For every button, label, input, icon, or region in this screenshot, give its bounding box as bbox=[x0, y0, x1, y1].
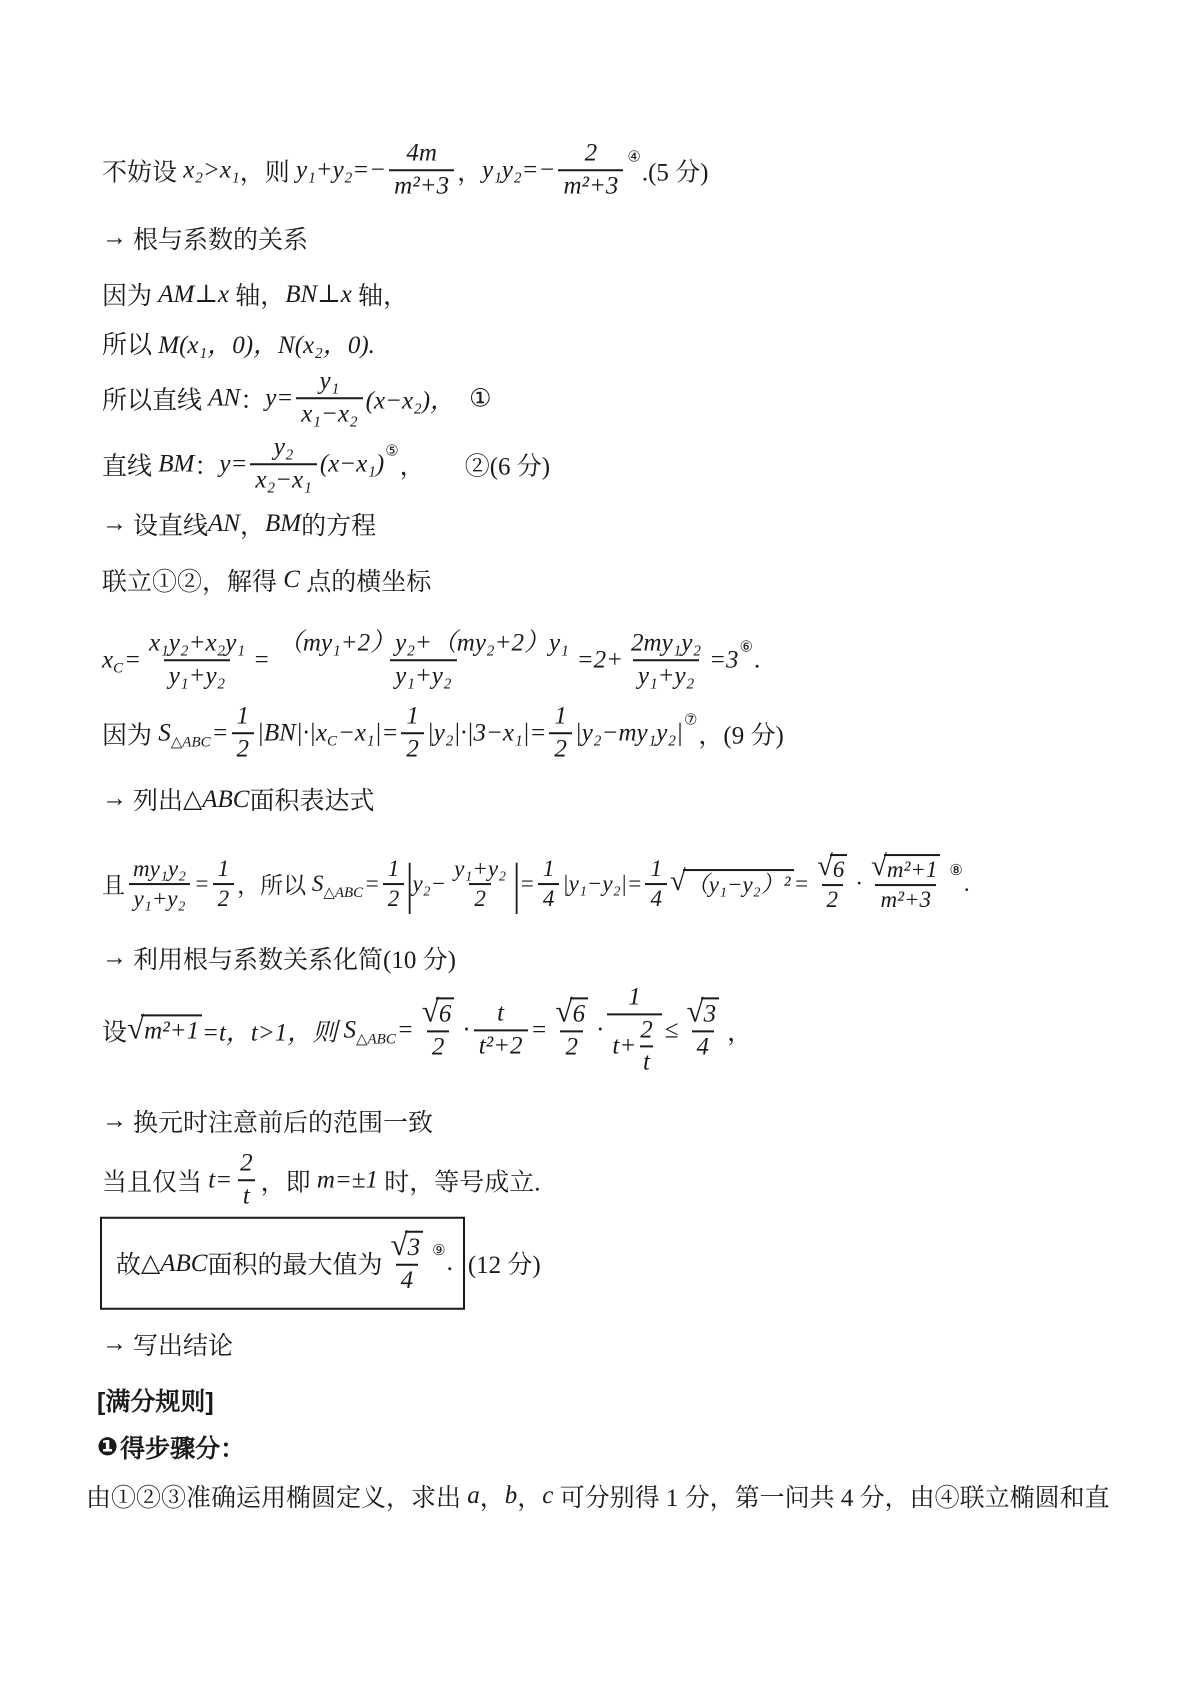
text-run: 联立①②，解得 bbox=[102, 569, 284, 596]
math-run: = bbox=[124, 646, 141, 673]
line-vieta-values bbox=[102, 139, 708, 201]
note-use-vieta bbox=[102, 940, 456, 976]
math-run: =t，t>1，则 bbox=[202, 1019, 344, 1046]
math-run: BM bbox=[158, 450, 195, 477]
arrow-icon: → bbox=[102, 1107, 127, 1134]
math-run: = bbox=[793, 871, 810, 896]
math-run: x bbox=[102, 646, 114, 673]
text-run: 设 bbox=[102, 1019, 128, 1046]
denominator: 2 bbox=[822, 885, 844, 914]
denominator: 4 bbox=[538, 883, 560, 912]
denominator: t bbox=[640, 1045, 653, 1077]
denominator: 2 bbox=[560, 1031, 583, 1063]
numerator bbox=[385, 1226, 428, 1264]
math-run: S bbox=[158, 719, 171, 746]
step-marker-8: ⑧ bbox=[949, 863, 963, 880]
numerator: y₂ bbox=[273, 433, 294, 461]
math-run: c bbox=[542, 1482, 554, 1509]
line-simplification bbox=[102, 849, 970, 915]
numerator: 1 bbox=[542, 855, 555, 881]
denominator: y₁+y₂ bbox=[164, 659, 230, 691]
heading-text: [满分规则] bbox=[97, 1388, 214, 1416]
fraction bbox=[235, 1149, 258, 1211]
note-text: 的方程 bbox=[301, 513, 377, 540]
radical-icon: √ bbox=[871, 849, 887, 882]
step-marker-9: ⑨ bbox=[432, 1242, 446, 1259]
math-run: = bbox=[530, 1016, 548, 1043]
text-run: ， bbox=[479, 1485, 505, 1512]
math-run: |y₂−my₁y₂| bbox=[574, 719, 683, 746]
math-run: C bbox=[283, 566, 300, 593]
score-note: (12 分) bbox=[467, 1252, 541, 1279]
denominator: x₁−x₂ bbox=[296, 397, 362, 429]
subscript: △ABC bbox=[170, 734, 211, 751]
heading-text: 得步骤分： bbox=[120, 1435, 246, 1463]
fraction bbox=[626, 629, 706, 691]
fraction bbox=[383, 856, 405, 913]
radical-icon: √ bbox=[686, 993, 704, 1029]
math-run: t= bbox=[208, 1166, 233, 1193]
math-run: m=±1 bbox=[316, 1166, 379, 1193]
line-conclusion bbox=[100, 1217, 541, 1310]
line-solve-c bbox=[102, 562, 431, 598]
square-root bbox=[555, 993, 588, 1030]
numerator: 1 bbox=[554, 702, 567, 730]
bullet-heading-steps bbox=[97, 1429, 245, 1465]
denominator: 2 bbox=[232, 732, 255, 764]
fraction bbox=[474, 999, 528, 1061]
fraction bbox=[213, 856, 235, 913]
math-run: |y₂|·|3−x₁|= bbox=[426, 719, 547, 746]
text-run: ： bbox=[194, 453, 220, 480]
note-area-expression bbox=[102, 781, 374, 817]
radicand: 3 bbox=[701, 998, 720, 1030]
line-perpendicular bbox=[102, 276, 408, 312]
denominator: y₁+y₂ bbox=[390, 659, 456, 691]
text-run: ， bbox=[517, 1485, 543, 1512]
numerator: 1 bbox=[387, 855, 400, 881]
radicand: 6 bbox=[830, 854, 848, 883]
line-equality-condition bbox=[102, 1149, 541, 1211]
text-run: 可分别得 1 分，第一问共 4 分，由④联立椭圆和直 bbox=[553, 1485, 1110, 1512]
note-range bbox=[102, 1103, 433, 1139]
line-equation-bm bbox=[102, 433, 550, 495]
radicand: （y₁−y₂）² bbox=[683, 869, 794, 898]
math-run: = bbox=[194, 871, 210, 896]
note-text: 设直线 bbox=[133, 513, 209, 540]
fraction bbox=[645, 856, 667, 913]
text-run: . bbox=[446, 1249, 453, 1276]
radical-icon: √ bbox=[421, 993, 439, 1029]
denominator: 4 bbox=[396, 1264, 419, 1296]
numerator: 1 bbox=[406, 702, 419, 730]
note-text: 列出 bbox=[133, 788, 184, 815]
square-root bbox=[871, 849, 940, 883]
note-text: 换元时注意前后的范围一致 bbox=[133, 1110, 434, 1137]
text-run: ， bbox=[727, 1019, 753, 1046]
fraction bbox=[812, 849, 852, 914]
radicand: 6 bbox=[570, 998, 589, 1030]
dot-operator: · bbox=[855, 871, 864, 896]
denominator: y₁+y₂ bbox=[633, 659, 699, 691]
text-run: 因为 bbox=[102, 722, 159, 749]
arrow-icon: → bbox=[102, 785, 127, 812]
text-run: 点的横坐标 bbox=[299, 569, 432, 596]
math-run: =3 bbox=[709, 646, 739, 673]
subscript: △ABC bbox=[355, 1031, 396, 1048]
dot-operator: · bbox=[596, 1016, 605, 1043]
denominator: x₂−x₁ bbox=[250, 463, 316, 495]
math-run: y= bbox=[219, 450, 248, 477]
fraction bbox=[558, 139, 623, 201]
numerator bbox=[417, 993, 460, 1031]
square-root bbox=[390, 1226, 423, 1263]
numerator: 2 bbox=[584, 139, 598, 167]
note-conclusion bbox=[102, 1326, 233, 1362]
square-root bbox=[127, 1009, 202, 1046]
subscript: C bbox=[113, 660, 124, 677]
radical-icon: √ bbox=[390, 1226, 408, 1262]
text-run: 所以 bbox=[102, 332, 159, 359]
subscript: C bbox=[326, 733, 337, 750]
math-run: = bbox=[253, 646, 270, 673]
note-text: 利用根与系数关系化简(10 分) bbox=[133, 947, 456, 974]
fraction bbox=[385, 1226, 428, 1296]
step-marker-7: ⑦ bbox=[683, 712, 698, 729]
radicand: m²+1 bbox=[141, 1014, 202, 1046]
paragraph-scoring bbox=[86, 1478, 1110, 1514]
math-run: BN⊥x bbox=[285, 281, 352, 308]
text-run: 当且仅当 bbox=[102, 1169, 209, 1196]
math-run: = bbox=[364, 871, 380, 896]
fraction bbox=[250, 433, 316, 495]
numerator: 2 bbox=[240, 1149, 253, 1177]
numerator: t bbox=[497, 999, 505, 1027]
math-run: S bbox=[311, 871, 324, 896]
denominator: m²+3 bbox=[389, 169, 454, 201]
fraction bbox=[232, 702, 255, 764]
numerator: 2 bbox=[640, 1016, 653, 1044]
fraction bbox=[273, 629, 574, 691]
abs-bar: | bbox=[406, 853, 414, 915]
numerator: x₁y₂+x₂y₁ bbox=[149, 629, 246, 657]
math-run: (x−x₁) bbox=[319, 450, 385, 477]
math-run: b bbox=[504, 1482, 518, 1509]
math-run: y₁y₂=− bbox=[482, 156, 556, 183]
math-run: AN bbox=[208, 384, 241, 411]
fraction bbox=[389, 139, 454, 201]
numerator: 1 bbox=[236, 702, 250, 730]
text-run: ，则 bbox=[239, 159, 296, 186]
arrow-icon: → bbox=[102, 1330, 127, 1357]
fraction bbox=[401, 702, 424, 764]
radical-icon: √ bbox=[817, 849, 833, 882]
text-run: .(5 分) bbox=[641, 159, 709, 186]
text-run: 由①②③准确运用椭圆定义，求出 bbox=[86, 1485, 468, 1512]
radical-icon: √ bbox=[555, 993, 573, 1029]
numerator bbox=[866, 849, 945, 884]
radicand: 6 bbox=[436, 998, 455, 1030]
line-xc-equation bbox=[102, 629, 760, 691]
note-text: 写出结论 bbox=[133, 1333, 234, 1360]
section-heading-rules bbox=[97, 1382, 214, 1418]
denominator: t bbox=[238, 1179, 255, 1211]
math-run: = bbox=[211, 719, 229, 746]
line-area-equation bbox=[102, 702, 784, 764]
numerator: my₁y₂ bbox=[133, 855, 187, 881]
math-run: AM⊥x bbox=[158, 281, 229, 308]
line-equation-an bbox=[102, 367, 491, 429]
note-text: ， bbox=[239, 513, 265, 540]
note-set-lines bbox=[102, 506, 376, 542]
numerator bbox=[681, 993, 724, 1031]
text-run: 轴， bbox=[351, 283, 409, 310]
radical-icon: √ bbox=[669, 865, 686, 898]
subscript: △ABC bbox=[323, 885, 364, 902]
fraction bbox=[549, 702, 572, 764]
numerator: 4m bbox=[406, 139, 437, 167]
arrow-icon: → bbox=[102, 224, 127, 251]
math-run: y₂− bbox=[412, 871, 447, 896]
text-run: ， bbox=[399, 453, 425, 480]
numerator: y₁ bbox=[319, 367, 340, 395]
fraction bbox=[128, 856, 191, 913]
math-run: a bbox=[467, 1482, 480, 1509]
math-run: −x₁|= bbox=[337, 719, 399, 746]
square-root bbox=[686, 993, 719, 1030]
fraction bbox=[607, 983, 661, 1076]
step-marker-4: ④ bbox=[627, 149, 641, 166]
denominator: m²+3 bbox=[875, 885, 936, 914]
fraction bbox=[144, 629, 250, 691]
math-run: S bbox=[343, 1016, 356, 1043]
fraction bbox=[296, 367, 362, 429]
equation-tag-2: ②(6 分) bbox=[464, 453, 551, 480]
numerator: 2my₁y₂ bbox=[631, 629, 702, 657]
denominator: 2 bbox=[213, 883, 235, 912]
text-run: ，(9 分) bbox=[698, 722, 784, 749]
step-marker-6: ⑥ bbox=[739, 639, 753, 656]
fraction bbox=[866, 849, 945, 914]
note-text: 面积表达式 bbox=[249, 788, 375, 815]
radical-icon: √ bbox=[127, 1009, 145, 1045]
math-run: |BN|·|x bbox=[257, 719, 327, 746]
text-run: 面积的最大值为 bbox=[207, 1252, 383, 1279]
equation-tag-1: ① bbox=[469, 385, 492, 412]
arrow-icon: → bbox=[102, 944, 127, 971]
text-run: . bbox=[963, 871, 970, 896]
text-run: ，即 bbox=[260, 1169, 317, 1196]
numerator: （my₁+2）y₂+（my₂+2）y₁ bbox=[277, 629, 569, 657]
math-run: = bbox=[396, 1016, 414, 1043]
fraction bbox=[681, 993, 724, 1063]
denominator: 2 bbox=[549, 732, 572, 764]
denominator: 2 bbox=[401, 732, 424, 764]
math-run: y= bbox=[265, 384, 294, 411]
math-run: = bbox=[519, 871, 535, 896]
denominator: y₁+y₂ bbox=[129, 883, 191, 912]
math-run: t+ bbox=[612, 1032, 637, 1059]
math-run: (x−x₂)， bbox=[365, 387, 456, 414]
text-run: 且 bbox=[102, 873, 125, 899]
text-run: 故 bbox=[116, 1252, 142, 1279]
square-root bbox=[817, 849, 847, 883]
square-root bbox=[669, 865, 794, 898]
text-run: 直线 bbox=[102, 453, 159, 480]
math-run: M(x₁，0)，N(x₂，0). bbox=[158, 332, 375, 359]
math-run: |y₁−y₂|= bbox=[562, 871, 643, 896]
square-root bbox=[421, 993, 455, 1030]
numerator: 1 bbox=[628, 983, 641, 1011]
numerator: 1 bbox=[217, 855, 230, 881]
bullet-1-icon: ❶ bbox=[97, 1433, 119, 1461]
denominator: t²+2 bbox=[474, 1029, 528, 1061]
math-run: x₂>x₁ bbox=[183, 156, 240, 183]
denominator: 4 bbox=[692, 1031, 715, 1063]
note-text: 根与系数的关系 bbox=[133, 227, 309, 254]
math-run: y₁+y₂=− bbox=[295, 156, 387, 183]
math-run: △ABC bbox=[141, 1250, 208, 1277]
text-run: ， bbox=[457, 159, 483, 186]
text-run: ： bbox=[240, 387, 266, 414]
numerator bbox=[550, 993, 593, 1031]
math-run: =2+ bbox=[576, 646, 624, 673]
less-equal: ≤ bbox=[664, 1016, 679, 1043]
numerator: y₁+y₂ bbox=[454, 855, 507, 881]
radicand: m²+1 bbox=[884, 854, 941, 883]
abs-bar: | bbox=[513, 853, 521, 915]
text-run: . bbox=[754, 646, 761, 673]
line-substitution bbox=[102, 983, 752, 1076]
text-run: 所以直线 bbox=[102, 387, 209, 414]
fraction bbox=[449, 856, 511, 913]
math-run: BM bbox=[264, 510, 302, 537]
fraction bbox=[417, 993, 460, 1063]
denominator: 4 bbox=[645, 883, 667, 912]
fraction bbox=[538, 856, 560, 913]
conclusion-box bbox=[100, 1217, 465, 1310]
text-run: 因为 bbox=[102, 283, 159, 310]
note-vieta bbox=[102, 220, 308, 256]
denominator: 2 bbox=[383, 883, 405, 912]
text-run: 轴， bbox=[228, 283, 286, 310]
line-points-mn bbox=[102, 325, 375, 361]
text-run: ，所以 bbox=[237, 873, 312, 899]
radicand: 3 bbox=[405, 1231, 424, 1263]
fraction bbox=[637, 1016, 656, 1077]
numerator: 1 bbox=[650, 855, 662, 881]
step-marker-5: ⑤ bbox=[385, 443, 399, 460]
math-run: △ABC bbox=[183, 786, 250, 813]
text-run: 不妨设 bbox=[102, 159, 184, 186]
denominator: m²+3 bbox=[558, 169, 623, 201]
math-run: AN bbox=[208, 510, 240, 537]
denominator bbox=[607, 1013, 661, 1077]
text-run: 时，等号成立. bbox=[378, 1169, 541, 1196]
numerator bbox=[812, 849, 852, 884]
arrow-icon: → bbox=[102, 510, 127, 537]
denominator: 2 bbox=[427, 1031, 450, 1063]
fraction bbox=[550, 993, 593, 1063]
dot-operator: · bbox=[462, 1016, 471, 1043]
denominator: 2 bbox=[469, 883, 491, 912]
